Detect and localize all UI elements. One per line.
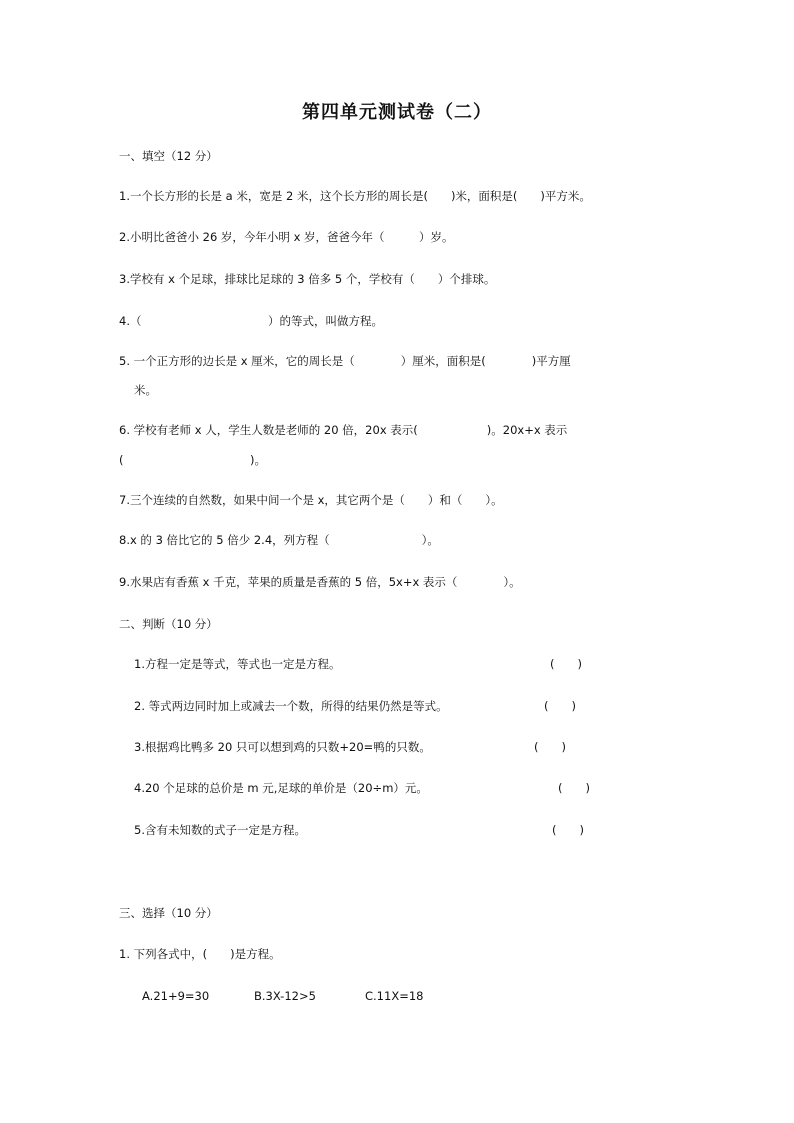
question-8: 8.x 的 3 倍比它的 5 倍少 2.4，列方程（ ）。	[119, 533, 439, 547]
judgement-answer-2: ( )	[544, 699, 576, 713]
judgement-item-5: 5.含有未知数的式子一定是方程。	[134, 823, 306, 837]
judgement-answer-1: ( )	[550, 657, 582, 671]
choice-option-c: C.11X=18	[365, 989, 424, 1003]
section-heading-judgement: 二、判断（10 分）	[119, 617, 218, 631]
question-3: 3.学校有 x 个足球，排球比足球的 3 倍多 5 个，学校有（ ）个排球。	[119, 272, 496, 286]
question-4: 4.（ ）的等式，叫做方程。	[119, 314, 383, 328]
question-9: 9.水果店有香蕉 x 千克，苹果的质量是香蕉的 5 倍，5x+x 表示（ ）。	[119, 575, 521, 589]
judgement-item-1: 1.方程一定是等式，等式也一定是方程。	[134, 657, 341, 671]
section-heading-fill-blank: 一、填空（12 分）	[119, 149, 218, 163]
question-1: 1.一个长方形的长是 a 米，宽是 2 米，这个长方形的周长是( )米，面积是( )平方米。	[119, 189, 591, 203]
question-6-continued: ( )。	[119, 453, 266, 467]
judgement-item-4: 4.20 个足球的总价是 m 元,足球的单价是（20÷m）元。	[134, 781, 428, 795]
section-heading-choice: 三、选择（10 分）	[119, 906, 218, 920]
choice-option-b: B.3X-12>5	[254, 989, 316, 1003]
choice-question-1: 1. 下列各式中，( )是方程。	[119, 947, 281, 961]
choice-option-a: A.21+9=30	[142, 989, 210, 1003]
judgement-answer-5: ( )	[552, 823, 584, 837]
question-6: 6. 学校有老师 x 人，学生人数是老师的 20 倍，20x 表示( )。20x+x 表示	[119, 423, 568, 437]
question-7: 7.三个连续的自然数，如果中间一个是 x，其它两个是（ ）和（ ）。	[119, 493, 503, 507]
question-5-continued: 米。	[134, 383, 157, 397]
judgement-item-3: 3.根据鸡比鸭多 20 只可以想到鸡的只数+20=鸭的只数。	[134, 740, 431, 754]
question-2: 2.小明比爸爸小 26 岁，今年小明 x 岁，爸爸今年（ ）岁。	[119, 230, 454, 244]
judgement-answer-4: ( )	[558, 781, 590, 795]
question-5: 5. 一个正方形的边长是 x 厘米，它的周长是（ ）厘米，面积是( )平方厘	[119, 354, 571, 368]
judgement-answer-3: ( )	[534, 740, 566, 754]
page-title: 第四单元测试卷（二）	[302, 102, 492, 123]
judgement-item-2: 2. 等式两边同时加上或减去一个数，所得的结果仍然是等式。	[134, 699, 448, 713]
